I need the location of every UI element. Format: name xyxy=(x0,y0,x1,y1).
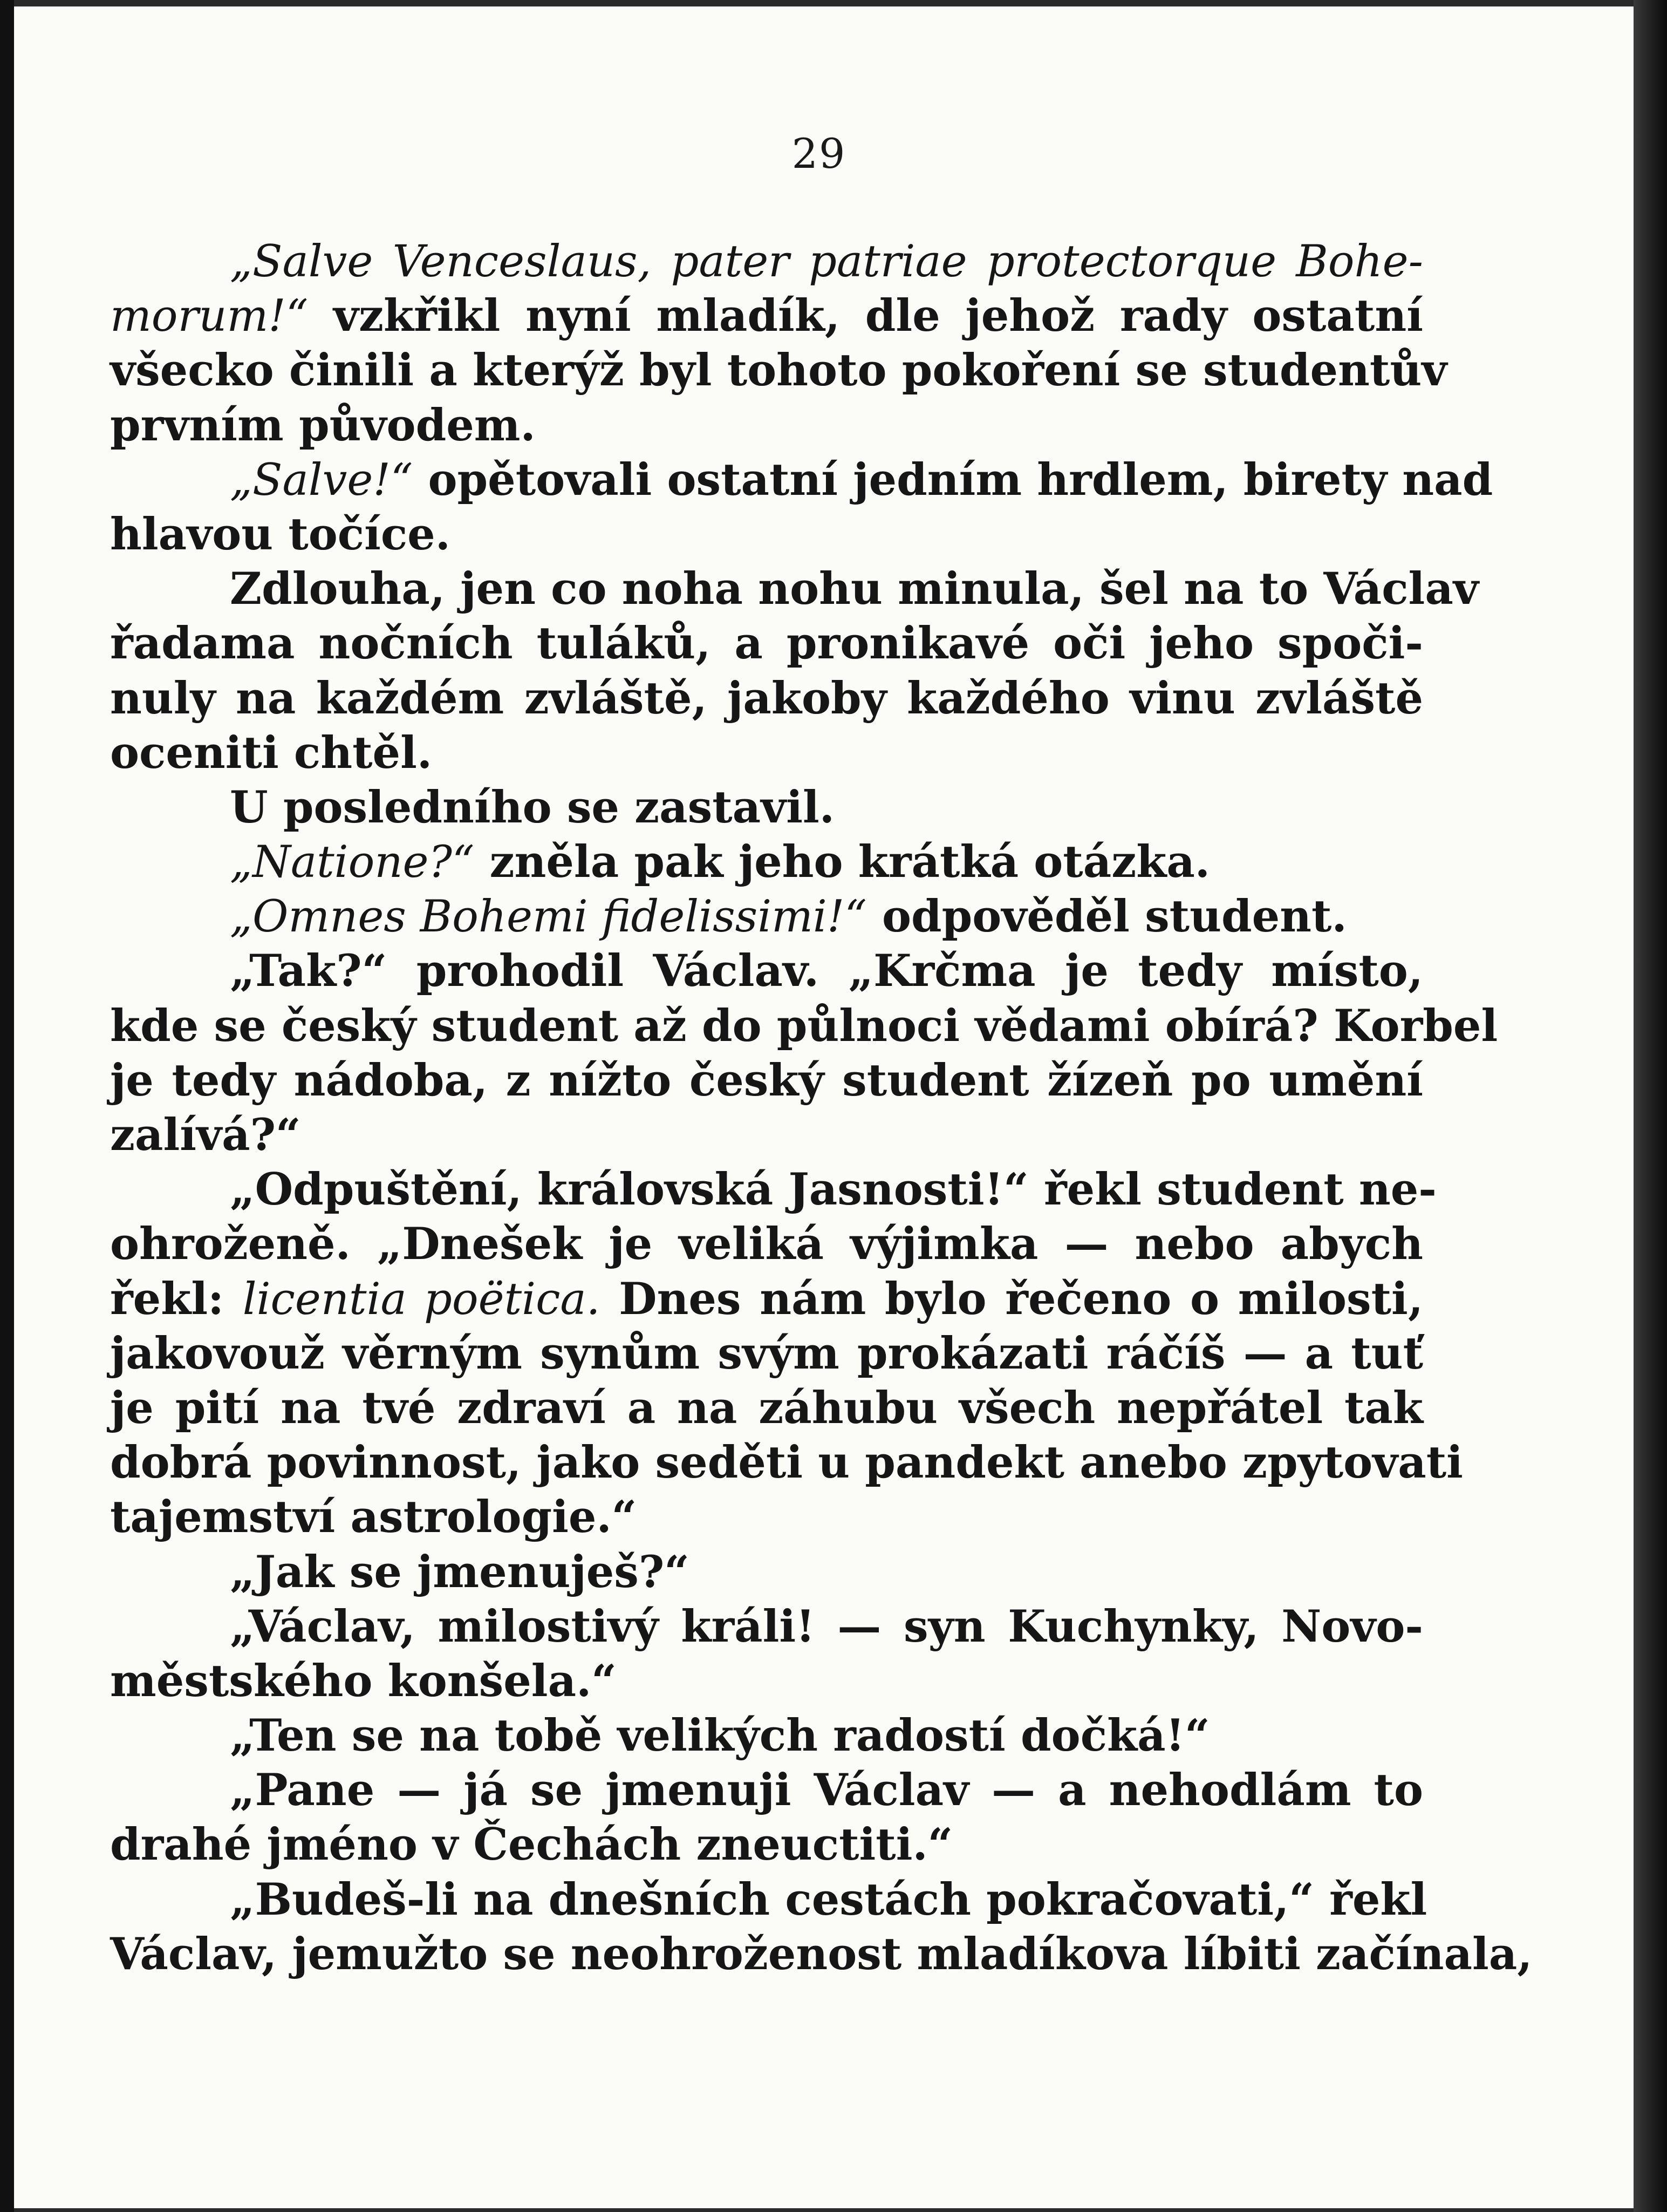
text-line xyxy=(110,1763,1423,1818)
text-line xyxy=(110,1873,1427,1927)
text-line xyxy=(110,1381,1423,1435)
text-segment: prvním původem. xyxy=(110,399,536,451)
text-segment: řadama nočních tuláků, a pronikavé oči jeho spoči- xyxy=(110,618,1423,670)
italic-text-segment: „Salve Venceslaus, pater patriae protectorque Bohe- xyxy=(230,236,1423,287)
italic-text-segment: „Natione?“ xyxy=(230,837,475,888)
text-line xyxy=(110,1108,1423,1162)
text-segment: městského konšela.“ xyxy=(110,1655,617,1707)
text-line xyxy=(110,726,1423,780)
page-number: 29 xyxy=(791,130,846,178)
text-segment: U posledního se zastavil. xyxy=(230,781,835,833)
italic-text-segment: licentia poëtica. xyxy=(242,1274,600,1325)
text-segment: „Pane — já se jmenuji Václav — a nehodlám to xyxy=(230,1765,1423,1816)
text-segment: vzkřikl nyní mladík, dle jehož rady ostatní xyxy=(308,290,1423,342)
text-segment: „Odpuštění, královská Jasnosti!“ řekl student ne- xyxy=(230,1164,1437,1216)
text-line xyxy=(110,343,1447,398)
text-segment: je pití na tvé zdraví a na záhubu všech nepřátel tak xyxy=(110,1382,1423,1434)
text-segment: „Tak?“ prohodil Václav. „Krčma je tedy místo, xyxy=(230,945,1423,997)
text-segment: drahé jméno v Čechách zneuctiti.“ xyxy=(110,1819,953,1871)
text-segment: opětovali ostatní jedním hrdlem, birety nad xyxy=(413,454,1493,506)
text-line xyxy=(110,1927,1533,1982)
text-segment: Zdlouha, jen co noha nohu minula, šel na to Václav xyxy=(230,563,1479,615)
text-segment: hlavou točíce. xyxy=(110,508,450,560)
text-segment: ohroženě. „Dnešek je veliká výjimka — nebo abych xyxy=(110,1219,1423,1270)
text-line xyxy=(110,671,1423,726)
text-segment: řekl: xyxy=(110,1273,243,1325)
text-segment: Václav, jemužto se neohroženost mladíkova líbiti začínala, xyxy=(110,1928,1533,1980)
body-text xyxy=(110,234,1533,1982)
text-segment: odpověděl student. xyxy=(866,891,1347,943)
text-segment: tajemství astrologie.“ xyxy=(110,1492,637,1543)
text-line xyxy=(110,1217,1423,1271)
text-segment: dobrá povinnost, jako seděti u pandekt anebo zpytovati xyxy=(110,1437,1463,1489)
text-segment: „Václav, milostivý králi! — syn Kuchynky, Novo- xyxy=(230,1601,1423,1652)
text-line xyxy=(110,1600,1423,1654)
book-page xyxy=(4,6,1634,2208)
text-segment: „Ten se na tobě velikých radostí dočká!“ xyxy=(230,1710,1210,1762)
text-line xyxy=(110,507,1423,562)
text-line xyxy=(110,835,1423,889)
text-line xyxy=(110,1326,1423,1381)
text-line xyxy=(110,1818,1423,1872)
left-binding-edge xyxy=(0,0,14,2212)
text-segment: kde se český student až do půlnoci vědami obírá? Korbel xyxy=(110,1000,1498,1052)
right-page-edge xyxy=(1634,0,1667,2212)
text-segment: oceniti chtěl. xyxy=(110,727,433,779)
text-segment: zalívá?“ xyxy=(110,1110,301,1161)
text-line xyxy=(110,562,1479,616)
text-line xyxy=(110,999,1498,1053)
text-line xyxy=(110,1490,1423,1544)
text-line xyxy=(110,398,1423,453)
text-segment: nuly na každém zvláště, jakoby každého vinu zvláště xyxy=(110,672,1423,724)
text-segment: „Jak se jmenuješ?“ xyxy=(230,1546,689,1598)
text-segment: „Budeš-li na dnešních cestách pokračovati,“ řekl xyxy=(230,1874,1427,1925)
text-line xyxy=(110,1162,1437,1217)
text-line xyxy=(110,1654,1423,1709)
text-segment: Dnes nám bylo řečeno o milosti, xyxy=(600,1273,1424,1325)
text-segment: zněla pak jeho krátká otázka. xyxy=(474,836,1211,888)
italic-text-segment: morum!“ xyxy=(110,291,309,342)
text-segment: je tedy nádoba, z nížto český student žízeň po umění xyxy=(110,1054,1423,1106)
text-line xyxy=(110,453,1493,507)
text-segment: jakovouž věrným synům svým prokázati ráčíš — a tuť xyxy=(110,1328,1423,1379)
text-line xyxy=(110,780,1423,835)
text-line xyxy=(110,289,1423,343)
text-line xyxy=(110,1053,1423,1108)
text-line xyxy=(110,944,1423,998)
text-segment: všecko činili a kterýž byl tohoto pokoření se studentův xyxy=(110,345,1447,397)
text-line xyxy=(110,1709,1423,1763)
text-line xyxy=(110,1272,1423,1326)
italic-text-segment: „Omnes Bohemi fidelissimi!“ xyxy=(230,891,867,943)
text-line xyxy=(110,616,1423,671)
text-line xyxy=(110,1545,1423,1600)
text-line xyxy=(110,234,1423,289)
italic-text-segment: „Salve!“ xyxy=(230,454,413,506)
text-line xyxy=(110,889,1423,944)
text-line xyxy=(110,1435,1463,1490)
